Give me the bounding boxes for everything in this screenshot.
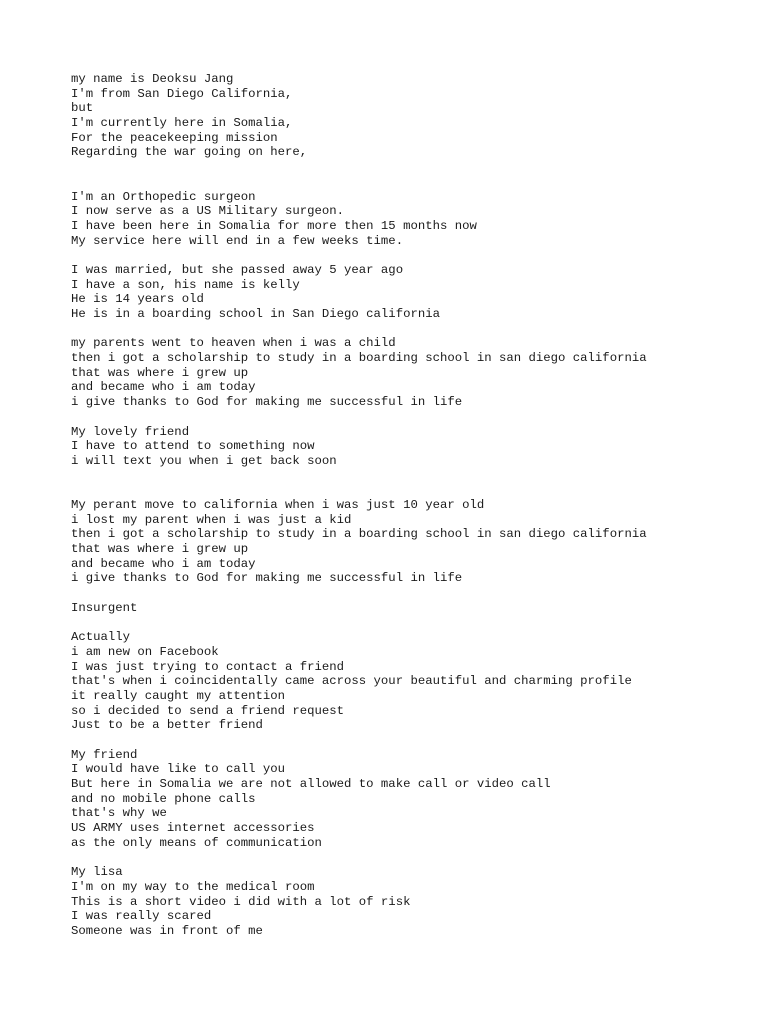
text-line: He is 14 years old (71, 292, 204, 307)
text-line: He is in a boarding school in San Diego california (71, 307, 440, 322)
text-line: My perant move to california when i was just 10 year old (71, 497, 485, 512)
text-line: i give thanks to God for making me successful in life (71, 395, 463, 410)
text-line: that's when i coincidentally came across your beautiful and charming profile (71, 674, 632, 689)
paragraph-spacer (71, 850, 751, 865)
text-line: i give thanks to God for making me successful in life (71, 571, 463, 586)
text-line: US ARMY uses internet accessories (71, 821, 315, 836)
text-line: For the peacekeeping mission (71, 130, 278, 145)
text-line: Someone was in front of me (71, 923, 263, 938)
text-line: then i got a scholarship to study in a boarding school in san diego california (71, 527, 647, 542)
text-line: i am new on Facebook (71, 644, 219, 659)
text-line: I'm an Orthopedic surgeon (71, 189, 256, 204)
paragraph (71, 601, 751, 616)
text-line: and became who i am today (71, 556, 256, 571)
paragraph (71, 498, 751, 586)
paragraph-spacer (71, 248, 751, 263)
text-line: i will text you when i get back soon (71, 453, 337, 468)
text-line: My lisa (71, 865, 123, 880)
text-line: My lovely friend (71, 424, 190, 439)
text-line: My service here will end in a few weeks time. (71, 233, 404, 248)
text-line: Insurgent (71, 600, 138, 615)
paragraph (71, 190, 751, 249)
text-line: I'm on my way to the medical room (71, 879, 315, 894)
text-line: that was where i grew up (71, 365, 249, 380)
text-line: I have to attend to something now (71, 439, 315, 454)
paragraph (71, 748, 751, 851)
text-line: I have been here in Somalia for more then 15 months now (71, 218, 477, 233)
text-line: I'm currently here in Somalia, (71, 116, 293, 131)
paragraph-spacer (71, 615, 751, 630)
text-line: Just to be a better friend (71, 718, 263, 733)
text-line: I was married, but she passed away 5 year ago (71, 262, 404, 277)
paragraph (71, 263, 751, 322)
text-line: I was really scared (71, 909, 212, 924)
text-line: so i decided to send a friend request (71, 703, 345, 718)
text-line: I was just trying to contact a friend (71, 659, 345, 674)
text-line: but (71, 101, 94, 116)
text-line: and became who i am today (71, 380, 256, 395)
text-line: that was where i grew up (71, 542, 249, 557)
paragraph (71, 865, 751, 938)
document-page (71, 72, 751, 939)
text-line: then i got a scholarship to study in a boarding school in san diego california (71, 351, 647, 366)
text-line: This is a short video i did with a lot of risk (71, 894, 411, 909)
text-line: and no mobile phone calls (71, 791, 256, 806)
paragraph-spacer (71, 586, 751, 601)
text-line: My friend (71, 747, 138, 762)
paragraph-spacer (71, 322, 751, 337)
text-line: that's why we (71, 806, 167, 821)
text-line: i lost my parent when i was just a kid (71, 512, 352, 527)
text-line: it really caught my attention (71, 688, 286, 703)
text-line: But here in Somalia we are not allowed to make call or video call (71, 777, 551, 792)
text-line: I now serve as a US Military surgeon. (71, 204, 345, 219)
text-line: my parents went to heaven when i was a child (71, 336, 396, 351)
text-line: Actually (71, 630, 131, 645)
text-line: I have a son, his name is kelly (71, 277, 300, 292)
paragraph (71, 72, 751, 160)
paragraph (71, 336, 751, 409)
paragraph-spacer (71, 469, 751, 498)
text-line: my name is Deoksu Jang (71, 72, 234, 86)
text-line: I'm from San Diego California, (71, 86, 293, 101)
paragraph (71, 630, 751, 733)
paragraph-spacer (71, 160, 751, 189)
paragraph (71, 425, 751, 469)
text-line: as the only means of communication (71, 835, 322, 850)
text-line: I would have like to call you (71, 762, 286, 777)
paragraph-spacer (71, 410, 751, 425)
text-line: Regarding the war going on here, (71, 145, 308, 160)
paragraph-spacer (71, 733, 751, 748)
